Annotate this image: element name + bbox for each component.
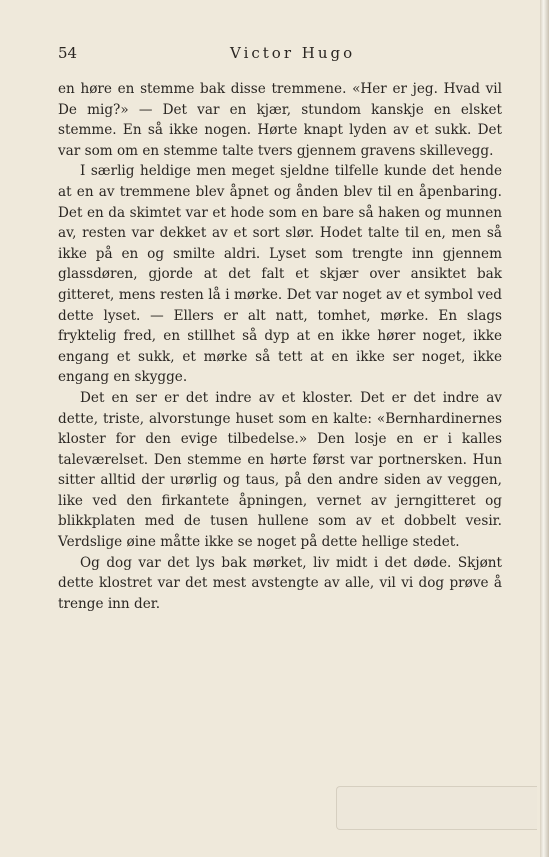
paragraph: I særlig heldige men meget sjeldne tilfelle kunde det hende at en av tremmene blev åpnet og ånden blev til en åpenbaring. Det en da skimtet var et hode som en bare så haken og munnen av, resten var dekket av et sort slør. Hodet talte til en, men så ikke på en og smilte aldri. Lyset som trengte inn gjennem glassdøren, gjorde at det falt et skjær over ansiktet bak gitteret, mens resten lå i mørke. Det var noget av et symbol ved dette lyset. — Ellers er alt natt, tomhet, mørke. En slags fryktelig fred, en stillhet så dyp at en ikke hører noget, ikke engang et sukk, et mørke så tett at en ikke ser noget, ikke engang en skygge.	[58, 163, 502, 386]
page-header	[58, 44, 502, 64]
paragraph: Og dog var det lys bak mørket, liv midt i det døde. Skjønt dette klostret var det mest avstengte av alle, vil vi dog prøve å trenge inn der.	[58, 554, 502, 612]
running-head: Victor Hugo	[230, 44, 356, 62]
page-edge	[540, 0, 549, 857]
page-number: 54	[58, 44, 78, 62]
blank-label-plate	[336, 786, 537, 830]
paragraph: en høre en stemme bak disse tremmene. «Her er jeg. Hvad vil De mig?» — Det var en kjær, stundom kanskje en elsket stemme. En så ikke nogen. Hørte knapt lyden av et sukk. Det var som om en stemme talte tvers gjennem gravens skillevegg.	[58, 81, 502, 159]
body-text	[58, 79, 502, 614]
paragraph: Det en ser er det indre av et kloster. Det er det indre av dette, triste, alvorstunge huset som en kalte: «Bernhardinernes kloster for den evige tilbedelse.» Den losje en er i kalles taleværelset. Den stemme en hørte først var portnersken. Hun sitter alltid der urørlig og taus, på den andre siden av veggen, like ved den firkantete åpningen, vernet av jerngitteret og blikkplaten med de tusen hullene som av et dobbelt vesir. Verdslige øine måtte ikke se noget på dette hellige stedet.	[58, 389, 502, 551]
